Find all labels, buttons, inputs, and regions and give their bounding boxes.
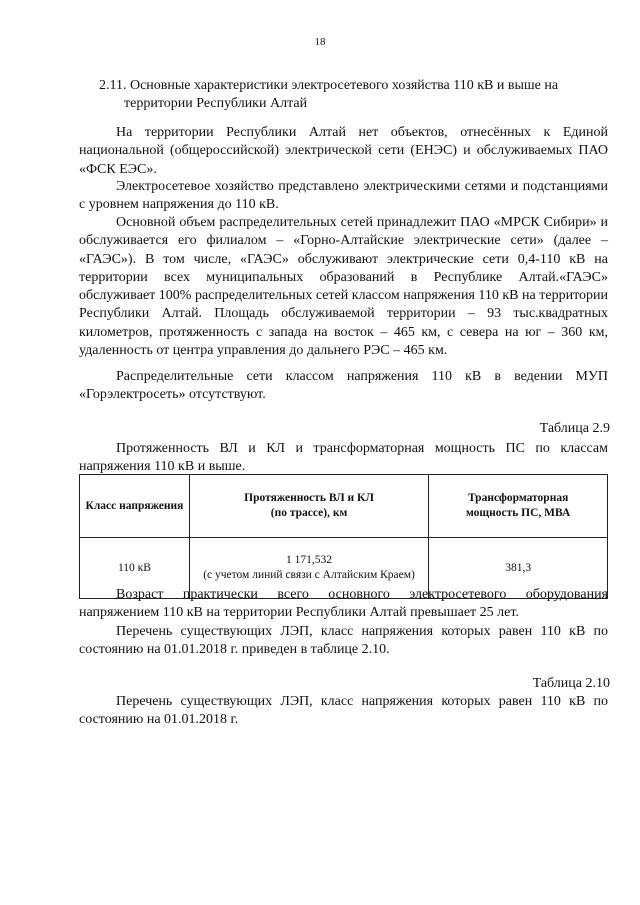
- header-line-length-b: (по трассе), км: [270, 507, 348, 519]
- section-heading-line2: территории Республики Алтай: [124, 96, 308, 111]
- cell-transformer-power: 381,3: [429, 538, 608, 599]
- header-transformer-power-b: мощность ПС, МВА: [465, 507, 571, 519]
- cell-line-length-value: 1 171,532: [286, 554, 333, 566]
- paragraph-grid-overview: Электросетевое хозяйство представлено электрическими сетями и подстанциями с уровнем напряжения до 110 кВ.: [79, 179, 608, 213]
- page-number: 18: [314, 36, 326, 48]
- table-2-9: [79, 474, 608, 599]
- table-2-10-caption: Таблица 2.10: [532, 676, 610, 691]
- table-2-9-description: Протяженность ВЛ и КЛ и трансформаторная мощность ПС по классам напряжения 110 кВ и выше.: [79, 441, 608, 475]
- header-line-length-a: Протяженность ВЛ и КЛ: [244, 492, 374, 504]
- paragraph-enes: На территории Республики Алтай нет объектов, отнесённых к Единой национальной (общероссийской) электрической сети (ЕНЭС) и обслуживаемых ПАО «ФСК ЕЭС».: [79, 125, 608, 177]
- cell-line-length-note: (с учетом линий связи с Алтайским Краем): [203, 569, 415, 581]
- table-header-row: [80, 475, 608, 538]
- paragraph-gorelektroset: Распределительные сети классом напряжения 110 кВ в ведении МУП «Горэлектросеть» отсутствуют.: [79, 369, 608, 403]
- section-heading: [99, 77, 619, 113]
- table-2-10-description: Перечень существующих ЛЭП, класс напряжения которых равен 110 кВ по состоянию на 01.01.2018 г.: [79, 694, 608, 728]
- cell-voltage-class: 110 кВ: [80, 538, 190, 599]
- paragraph-equipment-age: Возраст практически всего основного электросетевого оборудования напряжением 110 кВ на территории Республики Алтай превышает 25 лет.: [79, 587, 608, 621]
- header-voltage-class: Класс напряжения: [80, 475, 190, 538]
- table-2-9-caption: Таблица 2.9: [539, 421, 610, 436]
- header-transformer-power: [429, 475, 608, 538]
- paragraph-mrsk: Основной объем распределительных сетей принадлежит ПАО «МРСК Сибири» и обслуживается его филиалом – «Горно-Алтайские электрические сети» (далее – «ГАЭС»). В том числе, «ГАЭС» обслуживают электрические сети 0,4-110 кВ на территории всех муниципальных образований в Республике Алтай.«ГАЭС» обслуживает 100% распределительных сетей классом напряжения 110 кВ на территории Республики Алтай. Площадь обслуживаемой территории – 93 тыс.квадратных километров, протяженность с запада на восток – 465 км, с севера на юг – 360 км, удаленность от центра управления до дальнего РЭС – 465 км.: [79, 215, 608, 359]
- paragraph-lep-list: Перечень существующих ЛЭП, класс напряжения которых равен 110 кВ по состоянию на 01.01.2018 г. приведен в таблице 2.10.: [79, 624, 608, 658]
- header-transformer-power-a: Трансформаторная: [467, 492, 569, 504]
- header-line-length: [189, 475, 428, 538]
- section-heading-line1: 2.11. Основные характеристики электросетевого хозяйства 110 кВ и выше на: [99, 78, 559, 93]
